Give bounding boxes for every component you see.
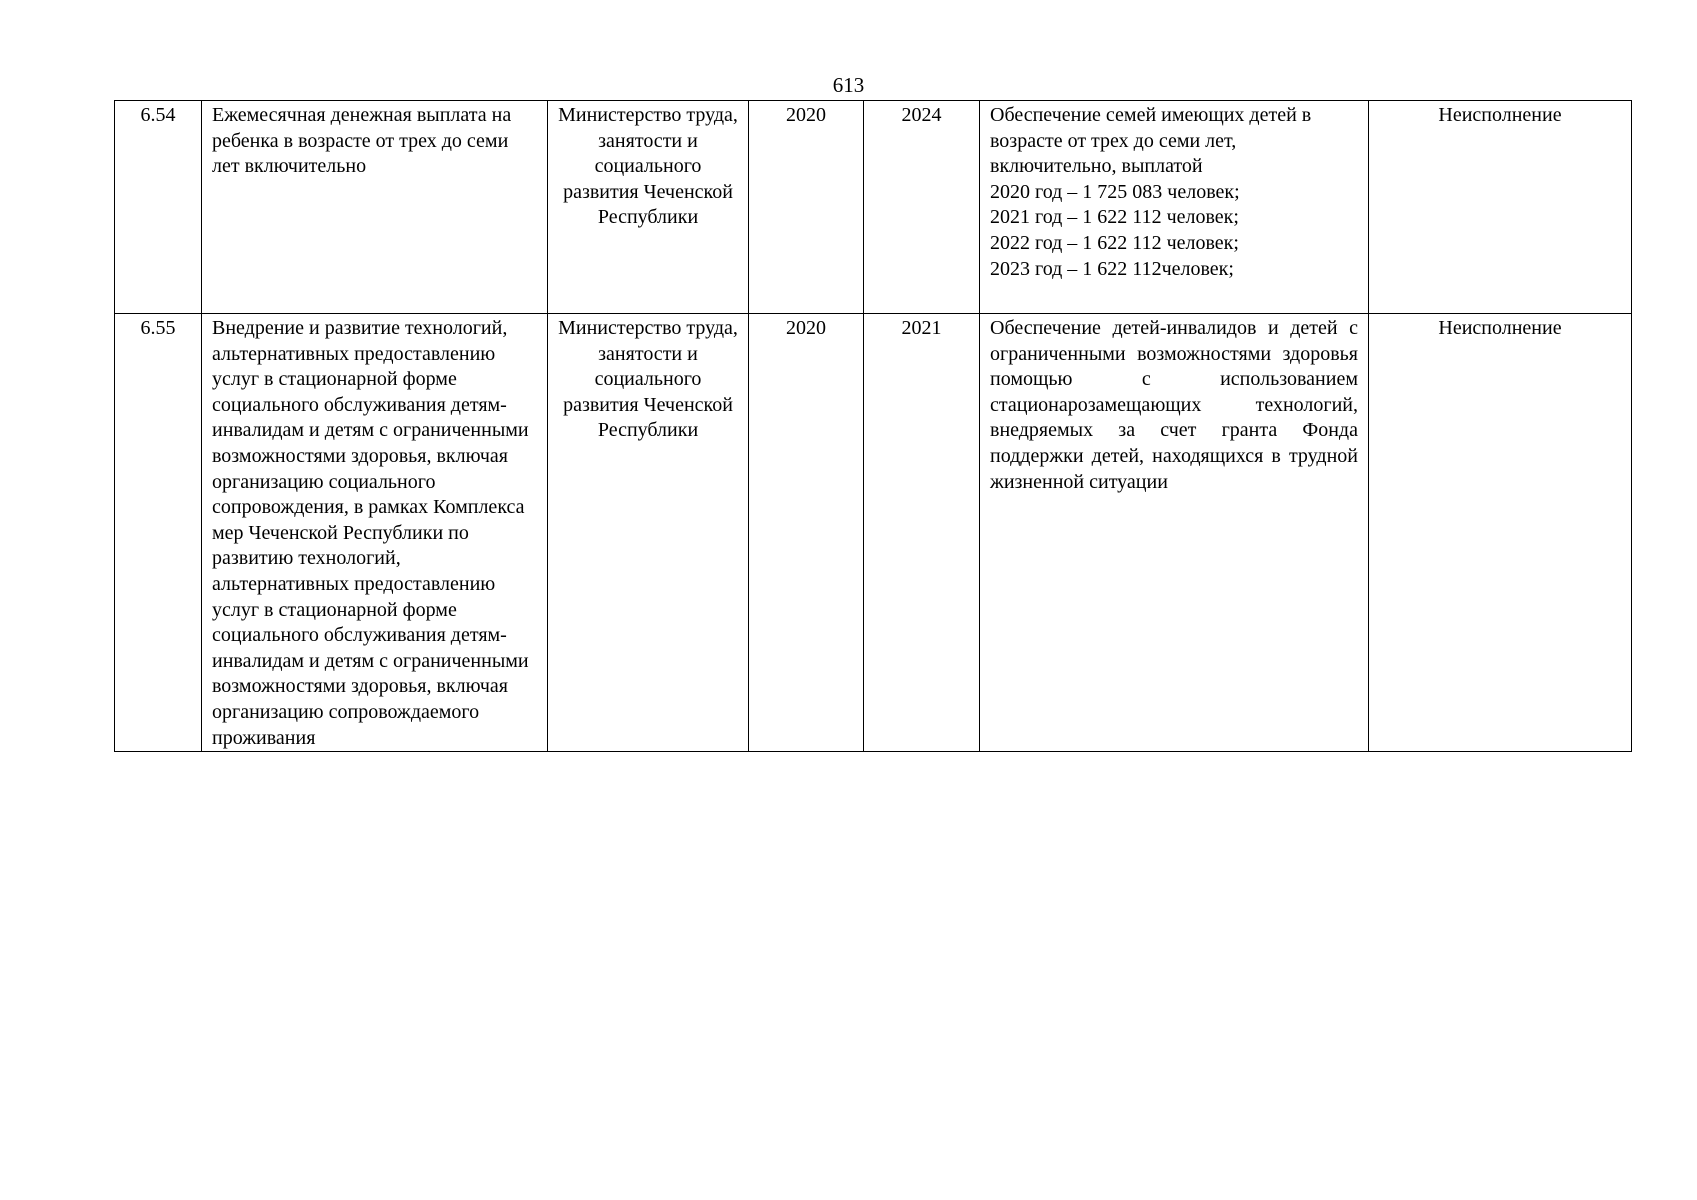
year-start: 2020 [749,101,864,314]
expected-result: Обеспечение детей-инвалидов и детей с ограниченными возможностями здоровья помощью с использованием стационарозамещающих технологий, внедряемых за счет гранта Фонда поддержки детей, находящихся в трудной жизненной ситуации [980,314,1369,752]
result-line: 2022 год – 1 622 112 человек; [990,231,1239,254]
measure-name: Ежемесячная денежная выплата на ребенка в возрасте от трех до семи лет включительно [202,101,548,314]
result-line: возрасте от трех до семи лет, [990,129,1237,152]
table-row [115,314,1632,752]
result-line: включительно, выплатой [990,155,1203,178]
measures-table [114,100,1632,752]
execution-status: Неисполнение [1369,101,1632,314]
row-number: 6.55 [115,314,202,752]
expected-result [980,101,1369,314]
year-start: 2020 [749,314,864,752]
result-line: 2021 год – 1 622 112 человек; [990,206,1239,229]
year-end: 2021 [864,314,980,752]
table-row [115,101,1632,314]
result-line: 2020 год – 1 725 083 человек; [990,180,1240,203]
measure-name: Внедрение и развитие технологий, альтернативных предоставлению услуг в стационарной форме социального обслуживания детям-инвалидам и детям с ограниченными возможностями здоровья, включая организацию социального сопровождения, в рамках Комплекса мер Чеченской Республики по развитию технологий, альтернативных предоставлению услуг в стационарной форме социального обслуживания детям-инвалидам и детям с ограниченными возможностями здоровья, включая организацию сопровождаемого проживания [202,314,548,752]
execution-status: Неисполнение [1369,314,1632,752]
year-end: 2024 [864,101,980,314]
result-line: Обеспечение семей имеющих детей в [990,104,1312,126]
executor: Министерство труда, занятости и социального развития Чеченской Республики [548,101,749,314]
page-number: 613 [832,73,865,97]
result-line: 2023 год – 1 622 112человек; [990,257,1234,280]
row-number: 6.54 [115,101,202,314]
executor: Министерство труда, занятости и социального развития Чеченской Республики [548,314,749,752]
